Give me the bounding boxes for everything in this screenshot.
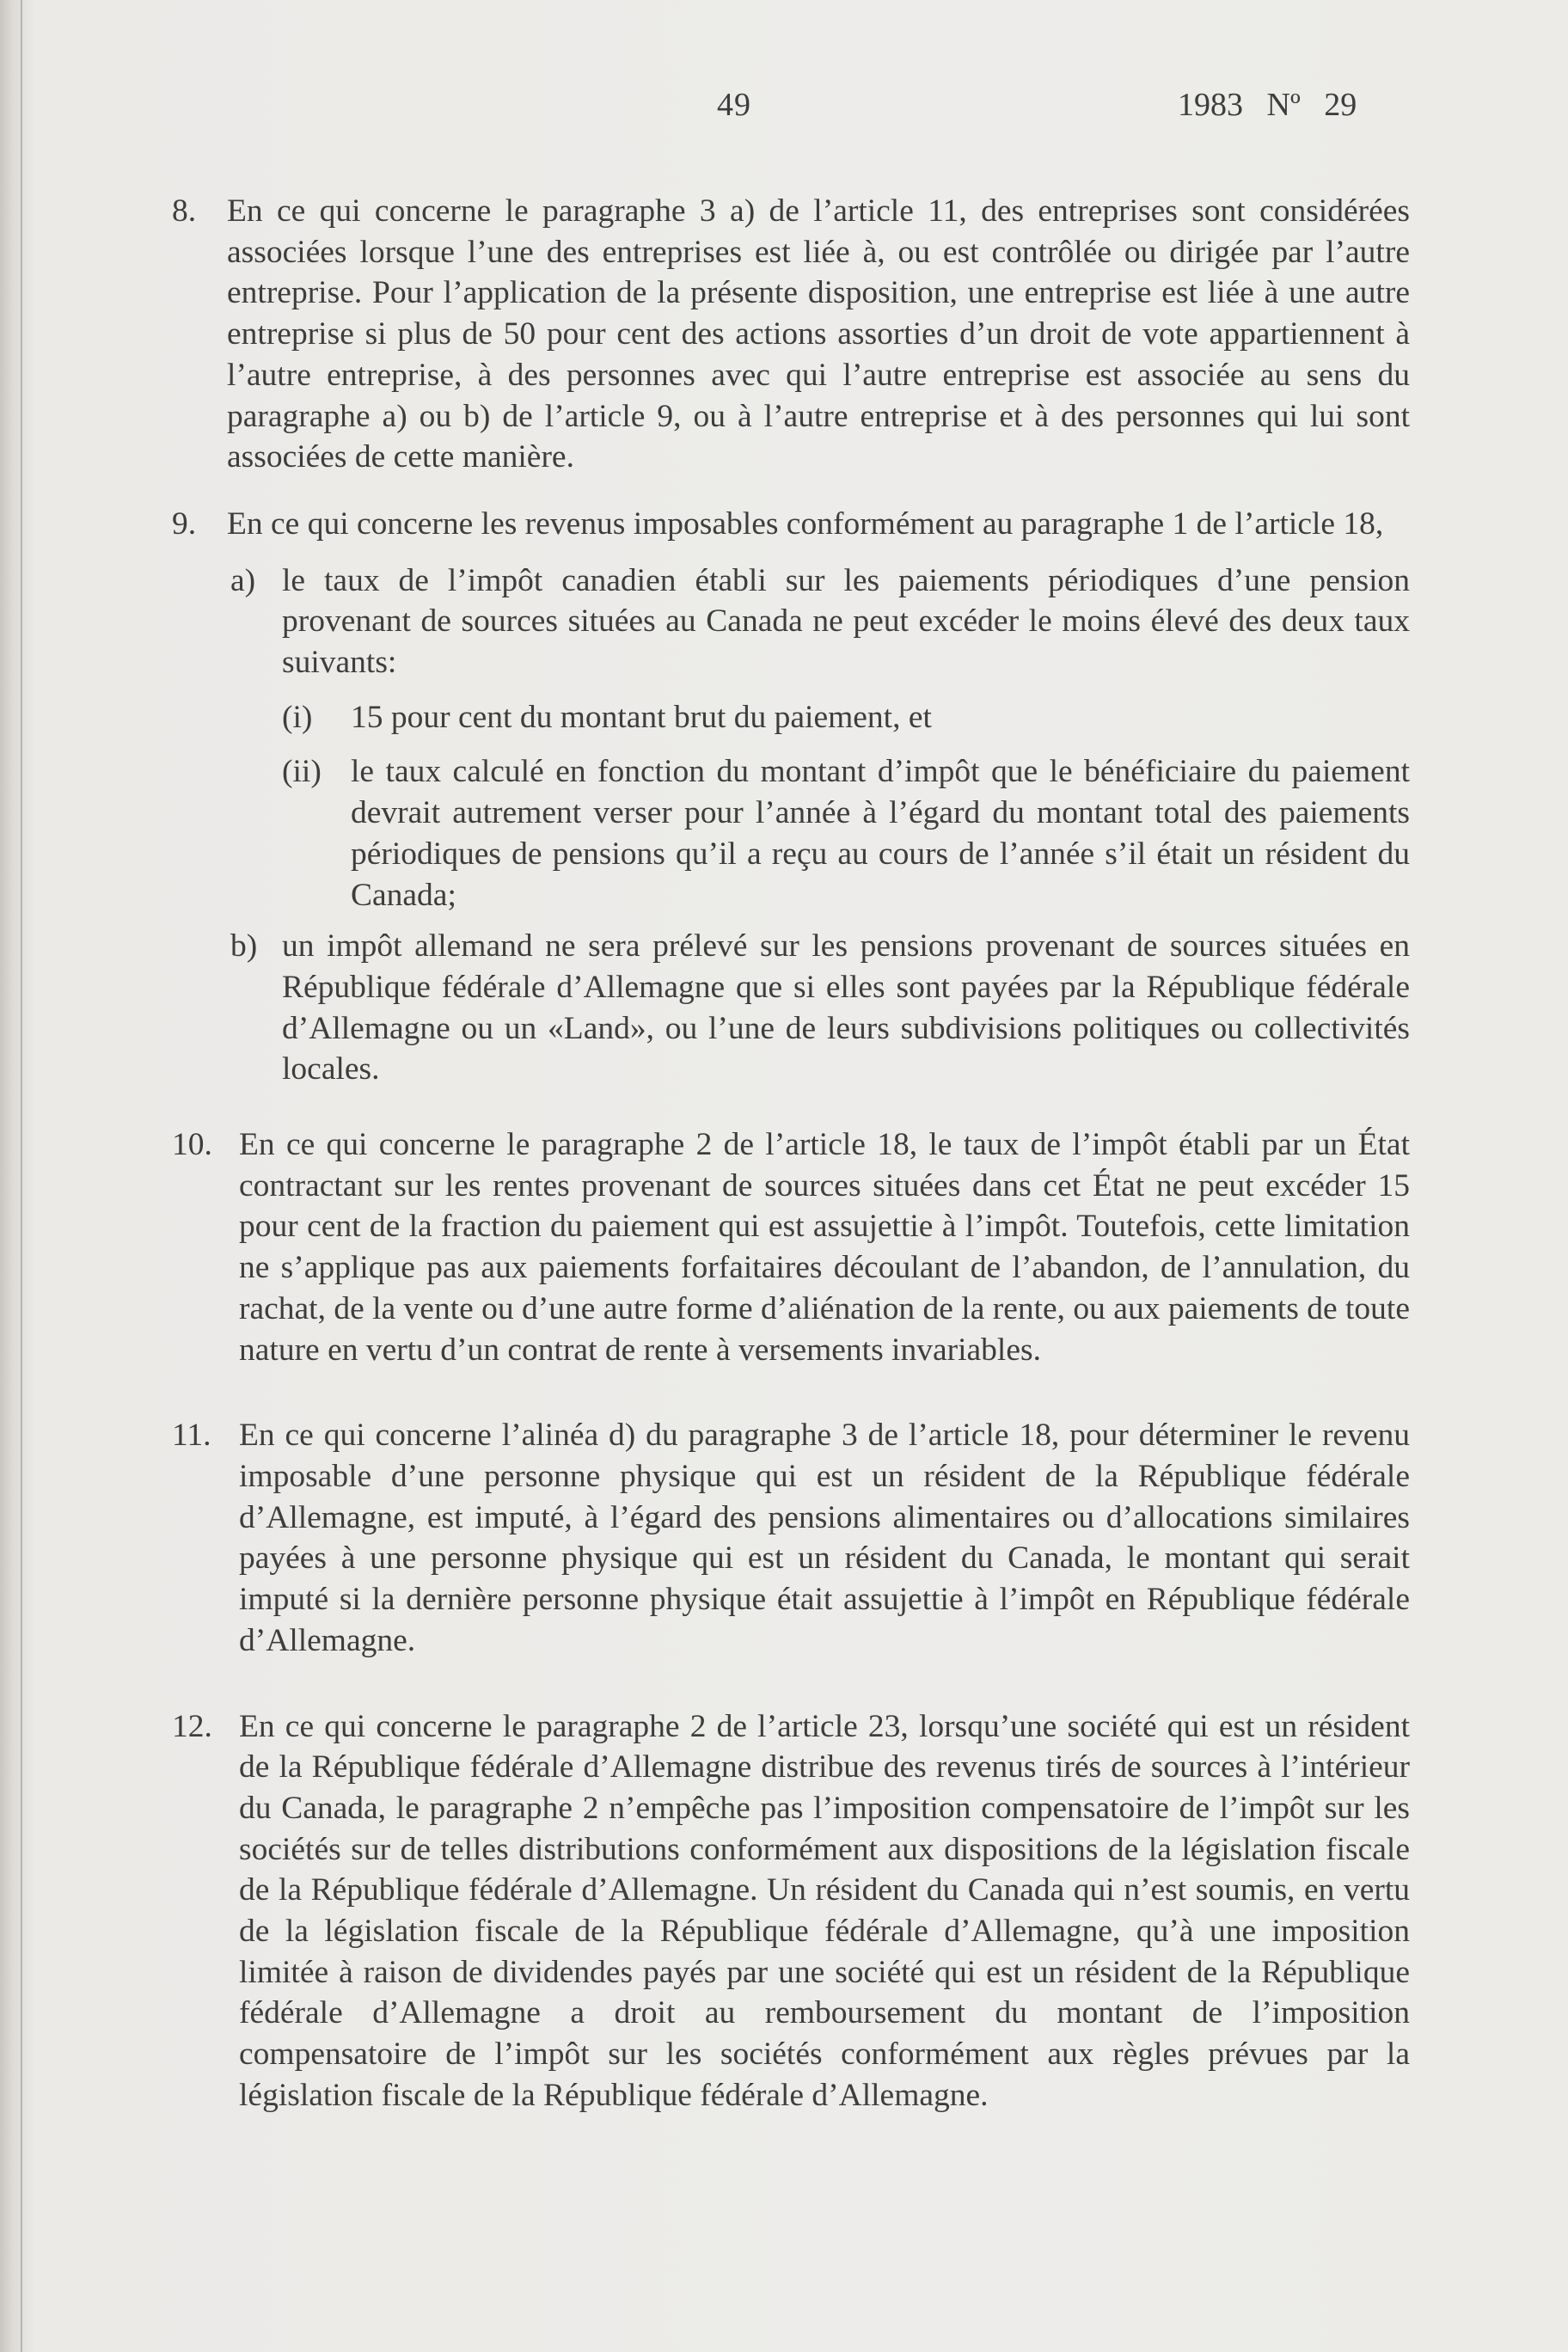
document-reference: 1983 Nº 29 — [1178, 87, 1357, 123]
paragraph-8 — [172, 191, 1410, 478]
paragraph-text: En ce qui concerne le paragraphe 3 a) de l’article 11, des entreprises sont considérées associées lorsque l’une des entreprises est liée à, ou est contrôlée ou dirigée par l’autre entreprise. Pour l’application de la présente disposition, une entreprise est liée à une autre entreprise si plus de 50 pour cent des actions assorties d’un droit de vote appartiennent à l’autre entreprise, à des personnes avec qui l’autre entreprise est associée au sens du paragraphe a) ou b) de l’article 9, ou à l’autre entreprise et à des personnes qui lui sont associées de cette manière. — [227, 193, 1410, 475]
clause-label: (i) — [282, 699, 313, 735]
page-number: 49 — [717, 87, 751, 123]
subparagraph-label: a) — [230, 562, 256, 598]
clause-text: 15 pour cent du montant brut du paiement, et — [351, 699, 932, 735]
paragraph-number: 10. — [172, 1127, 212, 1163]
clause-i — [282, 697, 1410, 738]
clause-label: (ii) — [282, 754, 322, 790]
page-spine-shadow — [21, 0, 22, 2352]
paragraph-10 — [172, 1124, 1410, 1370]
paragraph-9 — [172, 504, 1410, 1090]
clause-ii — [282, 751, 1410, 916]
subparagraph-text: le taux de l’impôt canadien établi sur les paiements périodiques d’une pension provenant de sources situées au Canada ne peut excéder le moins élevé des deux taux suivants: — [282, 562, 1410, 681]
clause-text: le taux calculé en fonction du montant d’impôt que le bénéficiaire du paiement devrait autrement verser pour l’année à l’égard du montant total des paiements périodiques de pensions qu’il a reçu au cours de l’année s’il était un résident du Canada; — [351, 754, 1410, 913]
subparagraph-b — [227, 926, 1410, 1090]
paragraph-text: En ce qui concerne le paragraphe 2 de l’article 23, lorsqu’une société qui est un résident de la République fédérale d’Allemagne distribue des revenus tirés de sources à l’intérieur du Canada, le paragraphe 2 n’empêche pas l’imposition compensatoire de l’impôt sur les sociétés sur de telles distributions conformément aux dispositions de la législation fiscale de la République fédérale d’Allemagne. Un résident du Canada qui n’est soumis, en vertu de la législation fiscale de la République fédérale d’Allemagne, qu’à une imposition limitée à raison de dividendes payés par une société qui est un résident de la République fédérale d’Allemagne a droit au remboursement du montant de l’imposition compensatoire de l’impôt sur les sociétés conformément aux règles prévues par la législation fiscale de la République fédérale d’Allemagne. — [239, 1708, 1410, 2113]
paragraph-text: En ce qui concerne l’alinéa d) du paragraphe 3 de l’article 18, pour déterminer le revenu imposable d’une personne physique qui est un résident de la République fédérale d’Allemagne, est imputé, à l’égard des pensions alimentaires ou d’allocations similaires payées à une personne physique qui est un résident du Canada, le montant qui serait imputé si la dernière personne physique était assujettie à l’impôt en République fédérale d’Allemagne. — [239, 1418, 1410, 1658]
paragraph-12 — [172, 1706, 1410, 2116]
document-body — [172, 191, 1410, 2161]
subparagraph-label: b) — [230, 928, 258, 965]
paragraph-number: 8. — [172, 193, 197, 229]
paragraph-intro: En ce qui concerne les revenus imposables conformément au paragraphe 1 de l’article 18, — [227, 505, 1384, 542]
paragraph-number: 9. — [172, 505, 197, 542]
paragraph-number: 12. — [172, 1708, 212, 1744]
paragraph-11 — [172, 1415, 1410, 1661]
paragraph-text: En ce qui concerne le paragraphe 2 de l’article 18, le taux de l’impôt établi par un État contractant sur les rentes provenant de sources situées dans cet État ne peut excéder 15 pour cent de la fraction du paiement qui est assujettie à l’impôt. Toutefois, cette limitation ne s’applique pas aux paiements forfaitaires découlant de l’abandon, de l’annulation, du rachat, de la vente ou d’une autre forme d’aliénation de la rente, ou aux paiements de toute nature en vertu d’un contrat de rente à versements invariables. — [239, 1127, 1410, 1368]
subparagraph-text: un impôt allemand ne sera prélevé sur les pensions provenant de sources situées en République fédérale d’Allemagne que si elles sont payées par la République fédérale d’Allemagne ou un «Land», ou l’une de leurs subdivisions politiques ou collectivités locales. — [282, 928, 1410, 1087]
subparagraph-a — [227, 560, 1410, 916]
paragraph-number: 11. — [172, 1418, 211, 1454]
